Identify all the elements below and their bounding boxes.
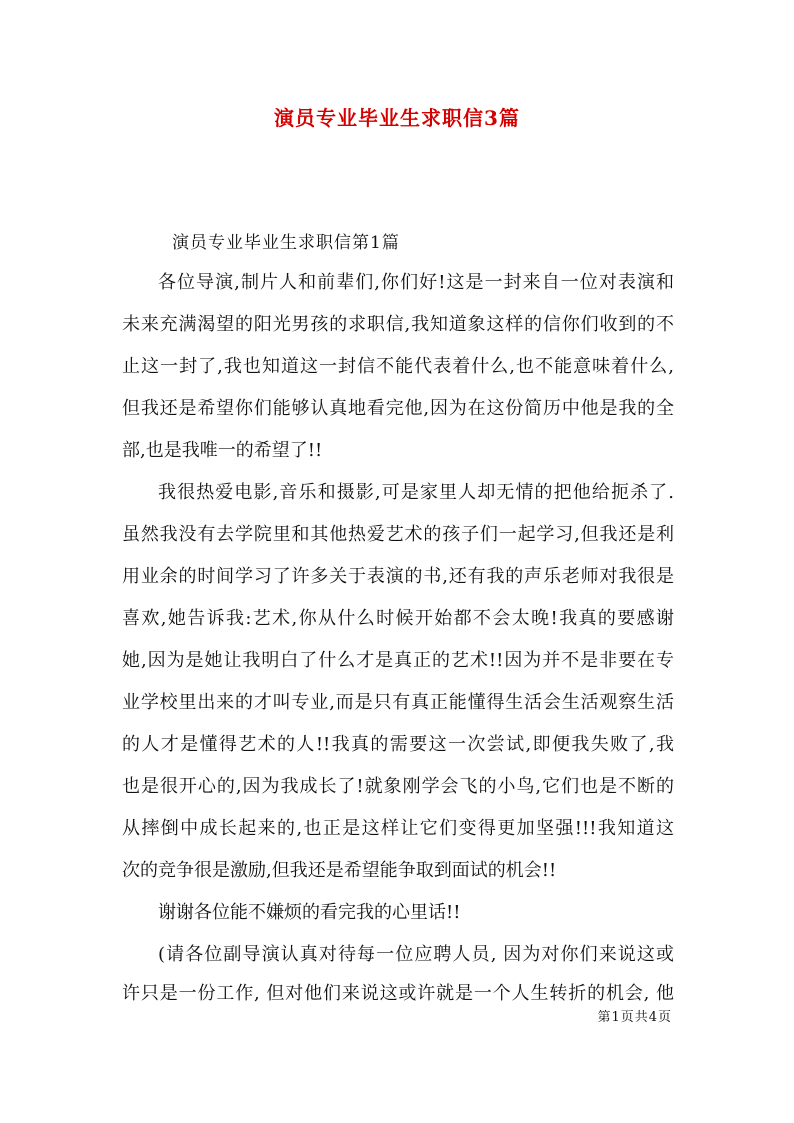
paragraph-line: 许只是一份工作, 但对他们来说这或许就是一个人生转折的机会, 他 <box>122 983 674 1004</box>
paragraph-line: 她,因为是她让我明白了什么才是真正的艺术!!因为并不是非要在专 <box>122 650 674 671</box>
page-number: 第1页共4页 <box>597 1010 672 1025</box>
section-heading: 演员专业毕业生求职信第1篇 <box>172 233 400 253</box>
paragraph-line: 喜欢,她告诉我:艺术,你从什么时候开始都不会太晚!我真的要感谢 <box>122 608 674 629</box>
paragraph-line: 从摔倒中成长起来的,也正是这样让它们变得更加坚强!!!我知道这 <box>122 818 674 839</box>
paragraph-line: 谢谢各位能不嫌烦的看完我的心里话!! <box>158 902 461 923</box>
document-title: 演员专业毕业生求职信3篇 <box>274 106 520 130</box>
paragraph-line: 我很热爱电影,音乐和摄影,可是家里人却无情的把他给扼杀了. <box>158 482 674 503</box>
paragraph-line: (请各位副导演认真对待每一位应聘人员, 因为对你们来说这或 <box>158 944 674 965</box>
paragraph-line: 部,也是我唯一的希望了!! <box>122 440 323 461</box>
paragraph-line: 也是很开心的,因为我成长了!就象刚学会飞的小鸟,它们也是不断的 <box>122 776 674 797</box>
paragraph-line: 虽然我没有去学院里和其他热爱艺术的孩子们一起学习,但我还是利 <box>122 524 674 545</box>
paragraph-line: 未来充满渴望的阳光男孩的求职信,我知道象这样的信你们收到的不 <box>122 314 674 335</box>
paragraph-line: 次的竞争很是激励,但我还是希望能争取到面试的机会!! <box>122 860 557 881</box>
paragraph-line: 止这一封了,我也知道这一封信不能代表着什么,也不能意味着什么, <box>122 356 674 377</box>
paragraph-line: 用业余的时间学习了许多关于表演的书,还有我的声乐老师对我很是 <box>122 566 674 587</box>
paragraph-line: 业学校里出来的才叫专业,而是只有真正能懂得生活会生活观察生活 <box>122 692 674 713</box>
paragraph-line: 的人才是懂得艺术的人!!我真的需要这一次尝试,即便我失败了,我 <box>122 734 674 755</box>
paragraph-line: 但我还是希望你们能够认真地看完他,因为在这份简历中他是我的全 <box>122 398 674 419</box>
paragraph-line: 各位导演,制片人和前辈们,你们好!这是一封来自一位对表演和 <box>158 272 674 293</box>
